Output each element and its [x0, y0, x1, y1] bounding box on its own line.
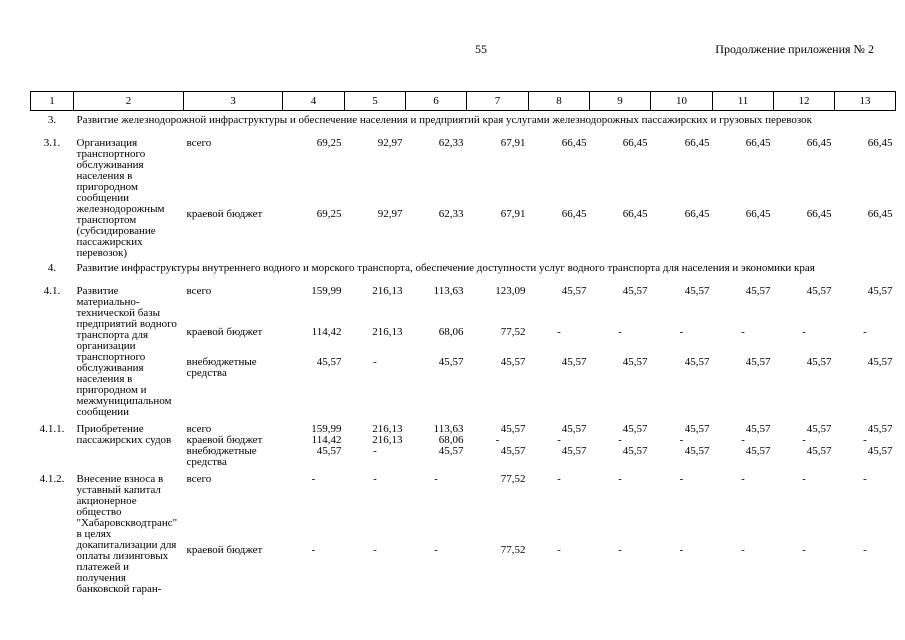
value-cell: - [863, 544, 867, 557]
value-cell: 114,42 [311, 434, 342, 446]
value-cell: - [802, 325, 806, 338]
value-cell: 45,57 [316, 356, 342, 369]
header-cell: 1 [31, 92, 74, 111]
value-cell: 45,57 [745, 356, 771, 369]
value-cell: 45,57 [500, 423, 526, 435]
header-cell: 4 [283, 92, 345, 111]
value-cell: - [679, 434, 684, 446]
value-cell: 66,45 [867, 137, 893, 149]
value-cell: 45,57 [500, 356, 526, 369]
value-cell: 77,52 [500, 544, 526, 557]
value-cell: 45,57 [867, 356, 893, 369]
value-cell: - [373, 544, 377, 557]
value-cell: 45,57 [561, 285, 587, 297]
continuation-label: Продолжение приложения № 2 [715, 42, 874, 56]
value-cell: - [557, 544, 561, 557]
section-row [31, 259, 896, 280]
budget-table [30, 91, 896, 595]
section-title: Развитие железнодорожной инфраструктуры и обеспечение населения и предприятий края услугами железнодорожных пассажирских и грузовых перевозок [76, 114, 813, 126]
funding-source: краевой бюджет [186, 434, 263, 446]
header-cell: 10 [651, 92, 713, 111]
header-cell: 7 [467, 92, 529, 111]
value-cell: 66,45 [622, 208, 648, 221]
funding-source: всего [186, 285, 212, 297]
value-cell: - [679, 544, 684, 557]
item-name: Организация транспортного обслуживания населения в пригородном сообщении железнодорожным транспортом (субсидирование пассажирских перевозок) [76, 137, 165, 259]
header-cell: 12 [774, 92, 835, 111]
value-cell: - [618, 473, 622, 485]
page-number: 55 [475, 42, 487, 56]
value-cell: 45,57 [500, 445, 526, 457]
value-cell: 216,13 [372, 434, 403, 446]
value-cell: 45,57 [806, 356, 832, 369]
value-cell: 77,52 [500, 325, 526, 338]
value-cell: 45,57 [316, 445, 342, 457]
table-row [31, 418, 896, 435]
value-cell: 159,99 [311, 423, 342, 435]
header-row [31, 92, 896, 111]
item-name: Внесение взноса в уставный капитал акционерное общество "Хабаровскводтранс" в целях докапитализации для оплаты лизинговых платежей и получения банковской гаран- [76, 473, 178, 595]
funding-source: краевой бюджет [186, 544, 263, 557]
value-cell: 45,57 [622, 423, 648, 435]
value-cell: 45,57 [622, 285, 648, 297]
value-cell: 68,06 [438, 434, 464, 446]
header-cell: 3 [184, 92, 283, 111]
section-row [31, 111, 896, 133]
value-cell: 77,52 [500, 473, 526, 485]
value-cell: 45,57 [622, 445, 648, 457]
item-number: 4.1.2. [39, 473, 65, 485]
table-row [31, 468, 896, 545]
funding-source: краевой бюджет [186, 208, 263, 221]
section-number: 4. [47, 262, 57, 274]
value-cell: 45,57 [745, 423, 771, 435]
value-cell: - [863, 325, 867, 338]
value-cell: 66,45 [622, 137, 648, 149]
value-cell: 67,91 [500, 208, 526, 221]
value-cell: 45,57 [684, 285, 710, 297]
header-cell: 9 [590, 92, 651, 111]
value-cell: - [557, 473, 561, 485]
value-cell: 66,45 [867, 208, 893, 221]
value-cell: 216,13 [372, 325, 403, 338]
value-cell: - [741, 544, 745, 557]
value-cell: - [434, 544, 438, 557]
item-number: 3.1. [43, 137, 61, 149]
value-cell: 66,45 [806, 208, 832, 221]
value-cell: - [618, 325, 622, 338]
value-cell: 45,57 [745, 285, 771, 297]
value-cell: 114,42 [311, 325, 342, 338]
value-cell: - [618, 434, 622, 446]
item-name: Приобретение пассажирских судов [76, 423, 172, 446]
value-cell: 216,13 [372, 285, 403, 297]
value-cell: - [373, 473, 377, 485]
value-cell: 113,63 [433, 285, 464, 297]
section-number: 3. [47, 114, 57, 126]
table-row [31, 280, 896, 327]
value-cell: - [311, 473, 316, 485]
value-cell: 45,57 [806, 445, 832, 457]
value-cell: 45,57 [806, 285, 832, 297]
value-cell: 45,57 [561, 356, 587, 369]
value-cell: 62,33 [438, 208, 464, 221]
value-cell: 159,99 [311, 285, 342, 297]
value-cell: - [557, 434, 561, 446]
value-cell: - [373, 445, 377, 457]
value-cell: 45,57 [561, 423, 587, 435]
funding-source: краевой бюджет [186, 325, 263, 338]
value-cell: - [679, 325, 684, 338]
header-cell: 6 [406, 92, 467, 111]
value-cell: 45,57 [438, 356, 464, 369]
table-row [31, 132, 896, 209]
value-cell: 67,91 [500, 137, 526, 149]
item-name: Развитие материально-технической базы предприятий водного транспорта для организации транспортного обслуживания населения в пригородном и межмуниципальном сообщении [76, 285, 177, 418]
value-cell: 113,63 [433, 423, 464, 435]
value-cell: 66,45 [684, 208, 710, 221]
value-cell: 45,57 [867, 445, 893, 457]
section-title: Развитие инфраструктуры внутреннего водного и морского транспорта, обеспечение доступности услуг водного транспорта для населения и экономики края [76, 262, 815, 274]
value-cell: 45,57 [684, 445, 710, 457]
value-cell: 45,57 [622, 356, 648, 369]
header-cell: 5 [345, 92, 406, 111]
value-cell: 45,57 [561, 445, 587, 457]
value-cell: - [741, 473, 745, 485]
value-cell: - [863, 434, 867, 446]
funding-source: всего [186, 473, 212, 485]
header-cell: 11 [713, 92, 774, 111]
value-cell: - [679, 473, 684, 485]
value-cell: 66,45 [745, 208, 771, 221]
value-cell: - [802, 473, 806, 485]
value-cell: 66,45 [561, 137, 587, 149]
header-cell: 8 [529, 92, 590, 111]
value-cell: - [802, 544, 806, 557]
value-cell: 45,57 [745, 445, 771, 457]
header-cell: 2 [74, 92, 184, 111]
value-cell: - [802, 434, 806, 446]
value-cell: 92,97 [377, 137, 403, 149]
value-cell: 66,45 [561, 208, 587, 221]
value-cell: 62,33 [438, 137, 464, 149]
item-number: 4.1.1. [39, 423, 65, 435]
value-cell: 66,45 [745, 137, 771, 149]
funding-source: всего [186, 423, 212, 435]
value-cell: - [863, 473, 867, 485]
value-cell: 45,57 [438, 445, 464, 457]
value-cell: - [373, 356, 377, 369]
value-cell: - [557, 325, 561, 338]
value-cell: 66,45 [684, 137, 710, 149]
value-cell: 66,45 [806, 137, 832, 149]
funding-source: всего [186, 137, 212, 149]
funding-source: внебюджетные средства [186, 445, 257, 468]
header-cell: 13 [835, 92, 896, 111]
value-cell: 45,57 [867, 285, 893, 297]
value-cell: 45,57 [684, 423, 710, 435]
value-cell: 68,06 [438, 325, 464, 338]
value-cell: - [618, 544, 622, 557]
value-cell: 45,57 [684, 356, 710, 369]
value-cell: - [434, 473, 438, 485]
value-cell: - [311, 544, 316, 557]
value-cell: 216,13 [372, 423, 403, 435]
value-cell: - [741, 325, 745, 338]
value-cell: - [495, 434, 500, 446]
value-cell: 45,57 [806, 423, 832, 435]
item-number: 4.1. [43, 285, 61, 297]
value-cell: 123,09 [495, 285, 526, 297]
value-cell: - [741, 434, 745, 446]
value-cell: 45,57 [867, 423, 893, 435]
value-cell: 92,97 [377, 208, 403, 221]
value-cell: 69,25 [316, 208, 342, 221]
funding-source: внебюджетные средства [186, 356, 257, 380]
value-cell: 69,25 [316, 137, 342, 149]
